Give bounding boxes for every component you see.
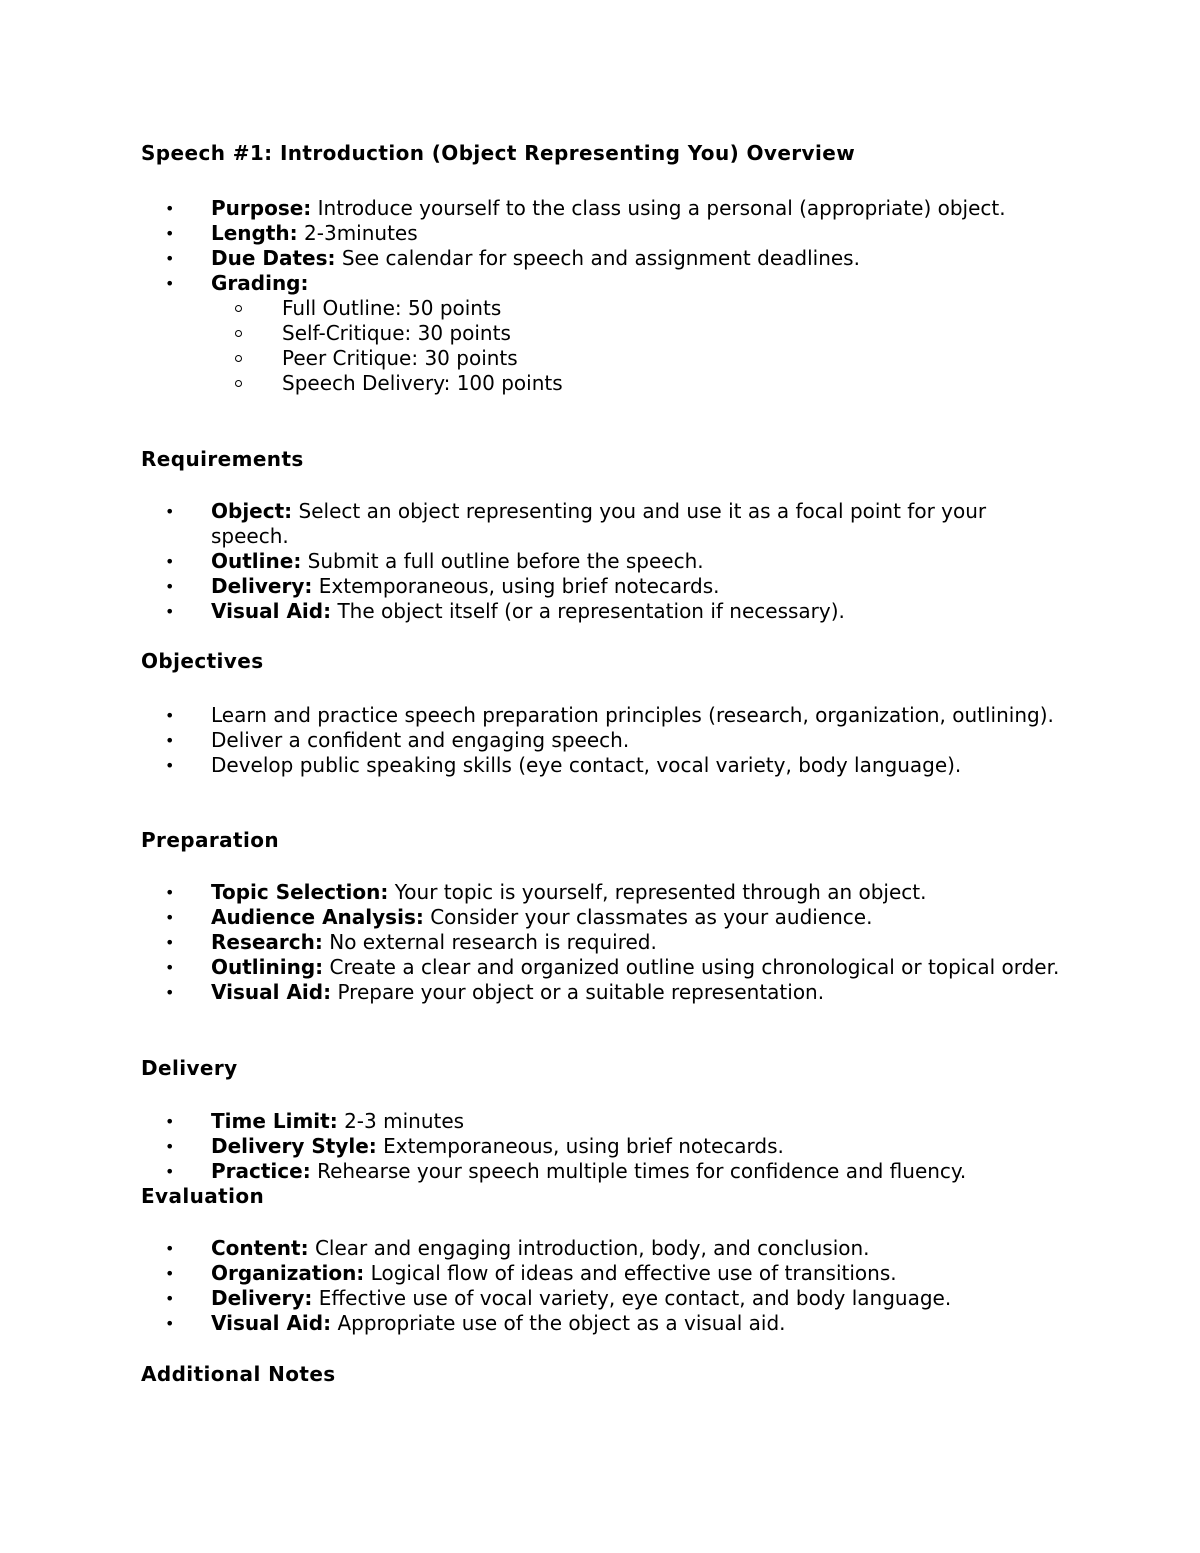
list-item — [0, 1261, 1061, 1286]
document-title: Speech #1: Introduction (Object Representing You) Overview — [141, 141, 856, 165]
list-item — [0, 196, 1061, 221]
list-item — [0, 980, 1061, 1005]
requirements-list — [0, 499, 1200, 624]
section-heading-preparation: Preparation — [141, 828, 280, 852]
item-label: Length: — [211, 221, 298, 245]
item-text: Extemporaneous, using brief notecards. — [383, 1134, 784, 1158]
item-label: Visual Aid: — [211, 1311, 332, 1335]
item-label: Object: — [211, 499, 293, 523]
list-item — [0, 599, 1061, 624]
list-item — [0, 1134, 1061, 1159]
grading-list — [211, 296, 1061, 396]
item-label: Purpose: — [211, 196, 312, 220]
section-heading-additional-notes: Additional Notes — [141, 1362, 336, 1386]
item-label: Research: — [211, 930, 323, 954]
item-label: Visual Aid: — [211, 980, 332, 1004]
item-label: Due Dates: — [211, 246, 336, 270]
item-text: Submit a full outline before the speech. — [307, 549, 704, 573]
item-label: Visual Aid: — [211, 599, 332, 623]
section-heading-requirements: Requirements — [141, 447, 304, 471]
list-item — [0, 221, 1061, 246]
item-label: Practice: — [211, 1159, 311, 1183]
item-text: See calendar for speech and assignment deadlines. — [341, 246, 860, 270]
list-item — [0, 549, 1061, 574]
list-item — [0, 574, 1061, 599]
list-item — [0, 271, 1061, 396]
list-item: • Learn and practice speech preparation principles (research, organization, outlining). — [0, 703, 1061, 728]
delivery-list — [0, 1109, 1200, 1184]
item-label: Content: — [211, 1236, 309, 1260]
item-label: Time Limit: — [211, 1109, 338, 1133]
item-text: Introduce yourself to the class using a personal (appropriate) object. — [317, 196, 1006, 220]
item-text: Consider your classmates as your audience. — [430, 905, 873, 929]
item-text: 2-3 minutes — [344, 1109, 465, 1133]
list-item — [0, 1311, 1061, 1336]
item-label: Organization: — [211, 1261, 365, 1285]
list-item — [0, 955, 1061, 980]
list-item — [0, 1159, 1061, 1184]
item-text: Effective use of vocal variety, eye contact, and body language. — [318, 1286, 952, 1310]
item-label: Delivery Style: — [211, 1134, 377, 1158]
item-text: Appropriate use of the object as a visual aid. — [337, 1311, 786, 1335]
item-text: 2-3minutes — [304, 221, 418, 245]
item-text: Extemporaneous, using brief notecards. — [318, 574, 720, 598]
list-item — [0, 1236, 1061, 1261]
item-label: Topic Selection: — [211, 880, 389, 904]
preparation-list — [0, 880, 1200, 1005]
item-text: The object itself (or a representation if necessary). — [337, 599, 845, 623]
section-heading-evaluation: Evaluation — [141, 1184, 265, 1208]
item-text: Your topic is yourself, represented through an object. — [394, 880, 927, 904]
list-item — [0, 1286, 1061, 1311]
item-label: Outlining: — [211, 955, 324, 979]
item-label: Audience Analysis: — [211, 905, 424, 929]
overview-list — [0, 196, 1200, 396]
item-text: Logical flow of ideas and effective use of transitions. — [370, 1261, 897, 1285]
grading-item: Full Outline: 50 points — [211, 296, 1061, 321]
item-label: Grading: — [211, 271, 309, 295]
list-item — [0, 880, 1061, 905]
list-item: • Develop public speaking skills (eye contact, vocal variety, body language). — [0, 753, 1061, 778]
item-text: Create a clear and organized outline using chronological or topical order. — [329, 955, 1060, 979]
grading-item: Self-Critique: 30 points — [211, 321, 1061, 346]
list-item — [0, 1109, 1061, 1134]
section-heading-delivery: Delivery — [141, 1056, 238, 1080]
grading-item: Peer Critique: 30 points — [211, 346, 1061, 371]
section-heading-objectives: Objectives — [141, 649, 264, 673]
grading-item: Speech Delivery: 100 points — [211, 371, 1061, 396]
list-item: • Deliver a confident and engaging speech. — [0, 728, 1061, 753]
item-text: Rehearse your speech multiple times for confidence and fluency. — [317, 1159, 967, 1183]
evaluation-list — [0, 1236, 1200, 1336]
item-text: Clear and engaging introduction, body, and conclusion. — [314, 1236, 870, 1260]
item-text: Select an object representing you and use it as a focal point for your speech. — [211, 499, 987, 548]
list-item — [0, 246, 1061, 271]
item-label: Outline: — [211, 549, 302, 573]
objectives-list — [0, 703, 1200, 778]
list-item — [0, 930, 1061, 955]
item-label: Delivery: — [211, 1286, 313, 1310]
item-text: No external research is required. — [329, 930, 657, 954]
list-item — [0, 499, 1061, 549]
item-text: Prepare your object or a suitable representation. — [337, 980, 825, 1004]
item-label: Delivery: — [211, 574, 313, 598]
list-item — [0, 905, 1061, 930]
